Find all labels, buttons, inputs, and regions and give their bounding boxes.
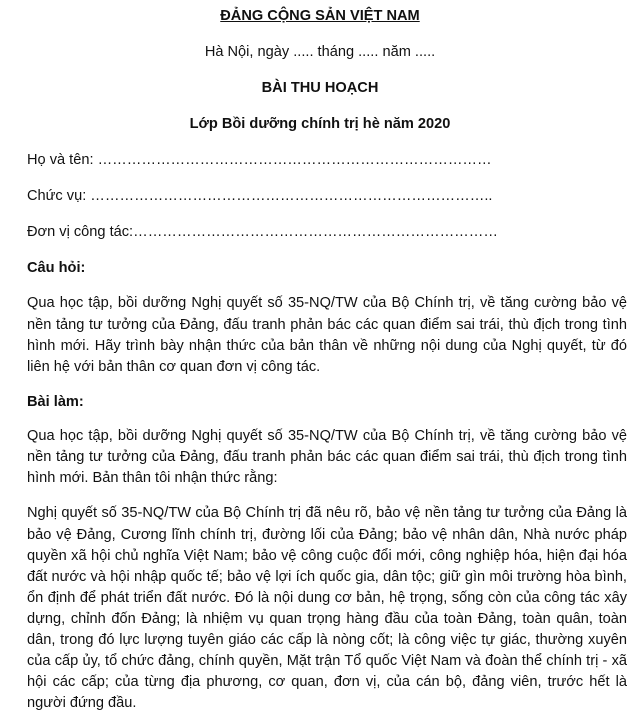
question-heading: Câu hỏi: [27, 260, 86, 276]
answer-heading: Bài làm: [27, 394, 84, 410]
answer-body-line: người đứng đầu. [27, 695, 137, 711]
answer-intro-line: nền tảng tư tưởng của Đảng, đấu tranh phản bác các quan điểm sai trái, thù địch trong tình [27, 449, 627, 465]
answer-body-line: hội các cấp; của từng địa phương, cơ quan, đơn vị, của cán bộ, đảng viên, trước hết là [27, 674, 627, 690]
question-line: nền tảng tư tưởng của Đảng, đấu tranh phản bác các quan điểm sai trái, thù địch trong tình [27, 317, 627, 333]
answer-intro-line: hình mới. Bản thân tôi nhận thức rằng: [27, 470, 278, 486]
answer-body-line: ổn định để phát triển đất nước. Đó là nội dung cơ bản, hệ trọng, sống còn của công tác xây [27, 590, 627, 606]
party-header: ĐẢNG CỘNG SẢN VIỆT NAM [220, 8, 420, 24]
field-name: Họ và tên: ……………………………………………………………………… [27, 152, 492, 168]
document-title: BÀI THU HOẠCH [261, 80, 379, 96]
question-line: hình mới. Hãy trình bày nhận thức của bản thân về những nội dung của Nghị quyết, từ đó [27, 338, 627, 354]
answer-body-line: của cấp ủy, tổ chức đảng, chính quyền, Mặt trận Tổ quốc Việt Nam và đoàn thể chính trị - xã [27, 653, 627, 669]
field-position: Chức vụ: ……………………………………………………………………….. [27, 188, 493, 204]
answer-body-line: quyền xã hội chủ nghĩa Việt Nam; bảo vệ công cuộc đổi mới, công nghiệp hóa, hiện đại hóa [27, 548, 627, 564]
document-subtitle: Lớp Bồi dưỡng chính trị hè năm 2020 [189, 116, 451, 132]
answer-body-line: đất nước và hội nhập quốc tế; bảo vệ lợi ích quốc gia, dân tộc; giữ gìn môi trường hòa bình, [27, 569, 627, 585]
field-unit: Đơn vị công tác:………………………………………………………………… [27, 224, 498, 240]
answer-body-line: Nghị quyết số 35-NQ/TW của Bộ Chính trị đã nêu rõ, bảo vệ nền tảng tư tưởng của Đảng là [27, 505, 627, 521]
answer-body-line: dựng, chỉnh đốn Đảng; là nhiệm vụ quan trọng hàng đầu của toàn Đảng, toàn quân, toàn [27, 611, 627, 627]
answer-intro-line: Qua học tập, bồi dưỡng Nghị quyết số 35-NQ/TW của Bộ Chính trị, về tăng cường bảo vệ [27, 428, 627, 444]
answer-body-line: dân, trong đó lực lượng tuyên giáo các cấp là nòng cốt; là công việc tự giác, thường xuyên [27, 632, 627, 648]
answer-body-line: bảo vệ Đảng, Cương lĩnh chính trị, đường lối của Đảng; bảo vệ nhân dân, Nhà nước pháp [27, 527, 627, 543]
place-date: Hà Nội, ngày ..... tháng ..... năm ..... [204, 44, 436, 60]
question-line: liên hệ với bản thân cơ quan đơn vị công tác. [27, 359, 321, 375]
question-line: Qua học tập, bồi dưỡng Nghị quyết số 35-NQ/TW của Bộ Chính trị, về tăng cường bảo vệ [27, 295, 627, 311]
